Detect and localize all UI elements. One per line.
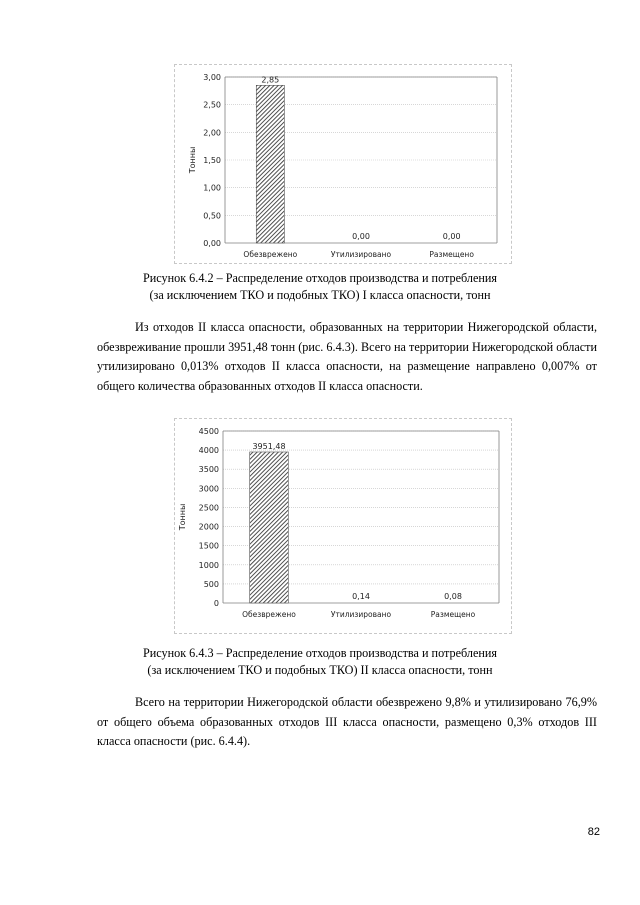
y-axis-title: Тонны [178, 503, 187, 531]
caption-line-2: (за исключением ТКО и подобных ТКО) I класса опасности, тонн [149, 288, 491, 302]
y-axis-title: Тонны [188, 146, 197, 174]
y-tick-label: 1500 [198, 541, 219, 551]
caption-line-2: (за исключением ТКО и подобных ТКО) II класса опасности, тонн [147, 663, 493, 677]
y-tick-label: 0,50 [203, 211, 221, 221]
y-tick-label: 4000 [198, 446, 219, 456]
page-number: 82 [587, 826, 600, 838]
y-tick-label: 3000 [198, 484, 219, 494]
data-label: 3951,48 [252, 441, 286, 451]
y-tick-label: 3500 [198, 465, 219, 475]
figure-caption-6-4-2 [60, 270, 580, 304]
y-tick-label: 2000 [198, 522, 219, 532]
bar-1 [250, 452, 289, 603]
y-tick-label: 2,00 [203, 128, 221, 138]
x-tick-label: Обезврежено [243, 250, 298, 259]
x-tick-label: Размещено [430, 610, 476, 619]
y-tick-label: 1000 [198, 560, 219, 570]
caption-line-1: Рисунок 6.4.2 – Распределение отходов производства и потребления [142, 271, 498, 285]
y-tick-label: 1,50 [203, 156, 221, 165]
paragraph-class-3-summary: Всего на территории Нижегородской области обезврежено 9,8% и утилизировано 76,9% от общего объема образованных отходов III класса опасности, размещено 0,3% отходов III класса опасности (рис. 6.4.4). [97, 695, 597, 748]
paragraph-class-2-summary: Из отходов II класса опасности, образованных на территории Нижегородской области, обезвреживание прошли 3951,48 тонн (рис. 6.4.3). Всего на территории Нижегородской области утилизировано 0,013% отходов II класса опасности, на размещение направлено 0,007% от общего количества образованных отходов II класса опасности. [97, 320, 597, 393]
y-tick-label: 2,50 [203, 100, 221, 110]
x-tick-label: Размещено [429, 250, 474, 259]
figure-caption-6-4-3 [60, 645, 580, 679]
y-tick-label: 2500 [198, 503, 219, 513]
chart-class-1-svg [175, 65, 511, 263]
x-tick-label: Утилизировано [330, 610, 392, 619]
y-tick-label: 0 [213, 599, 219, 608]
chart-class-2-waste [174, 418, 512, 634]
bar-1 [256, 85, 284, 243]
y-tick-label: 4500 [198, 427, 219, 436]
data-label: 0,08 [444, 592, 462, 601]
x-tick-label: Утилизировано [330, 250, 392, 259]
data-label: 0,00 [352, 232, 370, 241]
y-tick-label: 0,00 [203, 239, 221, 248]
data-label: 0,14 [352, 592, 370, 601]
x-tick-label: Обезврежено [242, 610, 296, 619]
y-tick-label: 3,00 [203, 73, 221, 82]
y-tick-label: 500 [203, 579, 219, 589]
chart-class-2-svg [175, 419, 511, 633]
caption-line-1: Рисунок 6.4.3 – Распределение отходов производства и потребления [142, 646, 498, 660]
y-tick-label: 1,00 [203, 183, 221, 193]
data-label: 0,00 [442, 232, 461, 241]
data-label: 2,85 [261, 75, 280, 85]
chart-class-1-waste [174, 64, 512, 264]
